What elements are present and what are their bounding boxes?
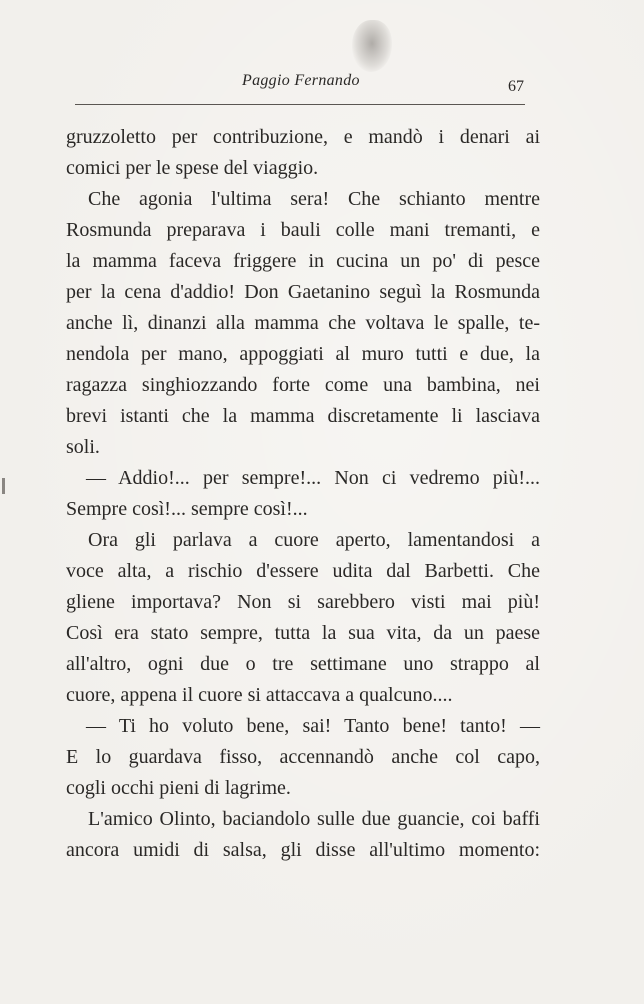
text-line: Così era stato sempre, tutta la sua vita, da un paese bbox=[66, 622, 540, 644]
text-line: Rosmunda preparava i bauli colle mani tremanti, e bbox=[66, 219, 540, 241]
margin-mark bbox=[2, 478, 5, 494]
text-line: all'altro, ogni due o tre settimane uno strappo al bbox=[66, 653, 540, 675]
text-line: voce alta, a rischio d'essere udita dal Barbetti. Che bbox=[66, 560, 540, 582]
text-line: Ora gli parlava a cuore aperto, lamentandosi a bbox=[88, 529, 540, 551]
text-line: Sempre così!... sempre così!... bbox=[66, 498, 308, 520]
text-line: gliene importava? Non si sarebbero visti mai più! bbox=[66, 591, 540, 613]
paper-stain bbox=[352, 20, 392, 72]
text-line: per la cena d'addio! Don Gaetanino seguì la Rosmunda bbox=[66, 281, 540, 303]
text-line: ragazza singhiozzando forte come una bambina, nei bbox=[66, 374, 540, 396]
text-line: ancora umidi di salsa, gli disse all'ultimo momento: bbox=[66, 839, 540, 861]
text-line: la mamma faceva friggere in cucina un po' di pesce bbox=[66, 250, 540, 272]
text-line: E lo guardava fisso, accennandò anche col capo, bbox=[66, 746, 540, 768]
text-line: soli. bbox=[66, 436, 100, 458]
body-text bbox=[66, 122, 540, 866]
text-line: brevi istanti che la mamma discretamente li lasciava bbox=[66, 405, 540, 427]
text-line: — Ti ho voluto bene, sai! Tanto bene! tanto! — bbox=[86, 715, 540, 737]
text-line: L'amico Olinto, baciandolo sulle due guancie, coi baffi bbox=[88, 808, 540, 830]
page-number: 67 bbox=[508, 78, 524, 95]
header-rule bbox=[75, 104, 525, 105]
text-line: gruzzoletto per contribuzione, e mandò i denari ai bbox=[66, 126, 540, 148]
running-title: Paggio Fernando bbox=[242, 72, 360, 89]
text-line: anche lì, dinanzi alla mamma che voltava le spalle, te- bbox=[66, 312, 540, 334]
text-line: — Addio!... per sempre!... Non ci vedremo più!... bbox=[86, 467, 540, 489]
text-line: cogli occhi pieni di lagrime. bbox=[66, 777, 291, 799]
text-line: comici per le spese del viaggio. bbox=[66, 157, 319, 179]
text-line: nendola per mano, appoggiati al muro tutti e due, la bbox=[66, 343, 540, 365]
text-line: Che agonia l'ultima sera! Che schianto mentre bbox=[88, 188, 540, 210]
text-line: cuore, appena il cuore si attaccava a qualcuno.... bbox=[66, 684, 453, 706]
